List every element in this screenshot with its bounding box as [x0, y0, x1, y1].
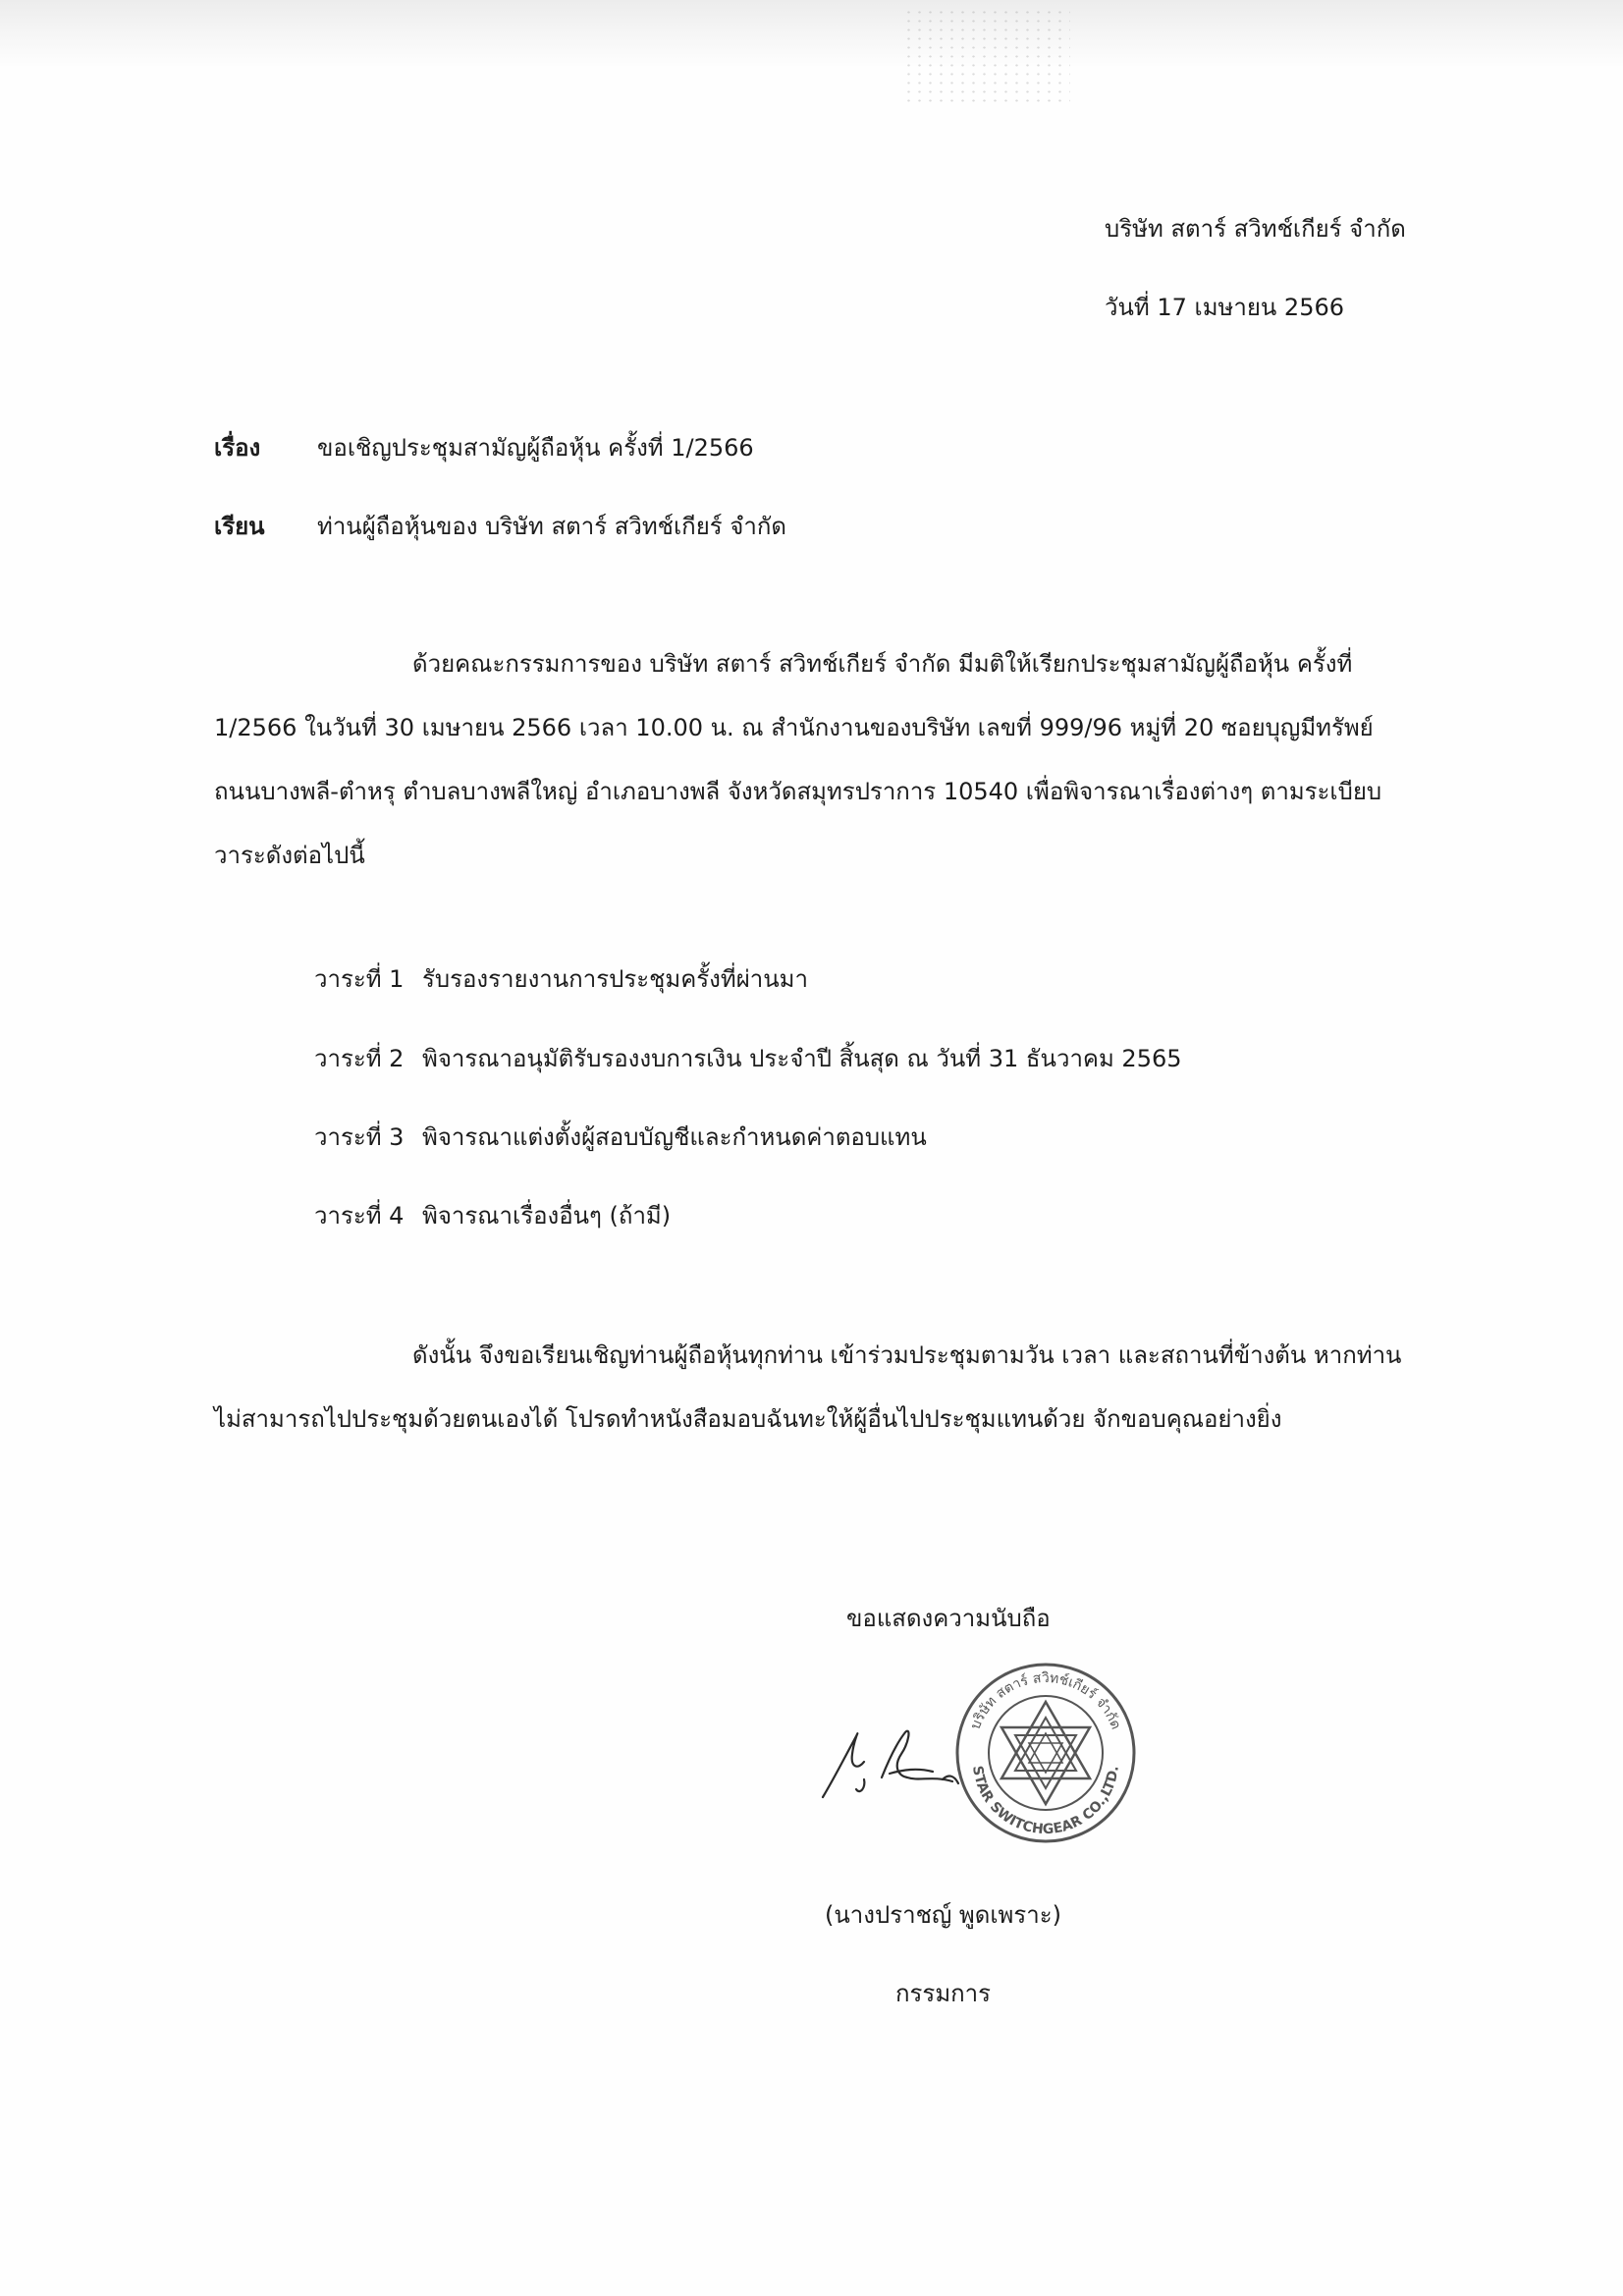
scan-shadow	[0, 0, 1623, 69]
agenda-number: วาระที่ 1	[314, 965, 405, 993]
seal-text-top: บริษัท สตาร์ สวิทช์เกียร์ จำกัด	[967, 1669, 1124, 1732]
agenda-number: วาระที่ 4	[314, 1202, 405, 1230]
subject-text: ขอเชิญประชุมสามัญผู้ถือหุ้น ครั้งที่ 1/2566	[317, 434, 754, 462]
agenda-number: วาระที่ 3	[314, 1123, 405, 1151]
subject-label: เรื่อง	[214, 434, 261, 462]
body-paragraph-2-line-1: ดังนั้น จึงขอเรียนเชิญท่านผู้ถือหุ้นทุกท่าน เข้าร่วมประชุมตามวัน เวลา และสถานที่ข้างต้น หากท่าน	[412, 1341, 1402, 1369]
agenda-item	[314, 1201, 671, 1230]
agenda-item	[314, 1044, 1182, 1073]
seal-text-bottom: STAR SWITCHGEAR CO.,LTD.	[969, 1764, 1122, 1838]
subject-line	[214, 433, 754, 463]
body-paragraph-2-line-2: ไม่สามารถไปประชุมด้วยตนเองได้ โปรดทำหนังสือมอบฉันทะให้ผู้อื่นไปประชุมแทนด้วย จักขอบคุณอย่างยิ่ง	[214, 1405, 1282, 1433]
signer-title: กรรมการ	[895, 1980, 992, 2007]
agenda-text: พิจารณาอนุมัติรับรองงบการเงิน ประจำปี สิ้นสุด ณ วันที่ 31 ธันวาคม 2565	[422, 1045, 1182, 1072]
agenda-text: รับรองรายงานการประชุมครั้งที่ผ่านมา	[422, 965, 808, 993]
signer-name: (นางปราชญ์ พูดเพราะ)	[825, 1901, 1061, 1929]
scan-noise	[903, 8, 1070, 106]
letter-date: วันที่ 17 เมษายน 2566	[1105, 294, 1344, 321]
agenda-text: พิจารณาแต่งตั้งผู้สอบบัญชีและกำหนดค่าตอบแทน	[422, 1123, 927, 1151]
body-paragraph-1-line-1: ด้วยคณะกรรมการของ บริษัท สตาร์ สวิทช์เกียร์ จำกัด มีมติให้เรียกประชุมสามัญผู้ถือหุ้น ครั้งที่	[412, 650, 1353, 678]
recipient-label: เรียน	[214, 513, 265, 540]
signature-seal-graphic	[795, 1660, 1149, 1846]
body-paragraph-1-line-3: ถนนบางพลี-ตำหรุ ตำบลบางพลีใหญ่ อำเภอบางพลี จังหวัดสมุทรปราการ 10540 เพื่อพิจารณาเรื่องต่างๆ ตามระเบียบ	[214, 778, 1382, 805]
agenda-item	[314, 964, 808, 994]
body-paragraph-1-line-2: 1/2566 ในวันที่ 30 เมษายน 2566 เวลา 10.00 น. ณ สำนักงานของบริษัท เลขที่ 999/96 หมู่ที่ 20 ซอยบุญมีทรัพย์	[214, 714, 1374, 741]
signature-and-seal	[795, 1660, 1149, 1846]
recipient-text: ท่านผู้ถือหุ้นของ บริษัท สตาร์ สวิทช์เกียร์ จำกัด	[317, 513, 786, 540]
company-name: บริษัท สตาร์ สวิทช์เกียร์ จำกัด	[1105, 215, 1406, 243]
agenda-number: วาระที่ 2	[314, 1045, 405, 1072]
closing-regards: ขอแสดงความนับถือ	[846, 1605, 1051, 1632]
handwritten-signature	[823, 1731, 958, 1797]
agenda-text: พิจารณาเรื่องอื่นๆ (ถ้ามี)	[422, 1202, 672, 1230]
svg-text:STAR SWITCHGEAR CO.,LTD.	[969, 1765, 1122, 1837]
recipient-line	[214, 512, 786, 541]
agenda-item	[314, 1122, 927, 1152]
company-seal	[957, 1665, 1134, 1841]
body-paragraph-1-line-4: วาระดังต่อไปนี้	[214, 842, 365, 869]
